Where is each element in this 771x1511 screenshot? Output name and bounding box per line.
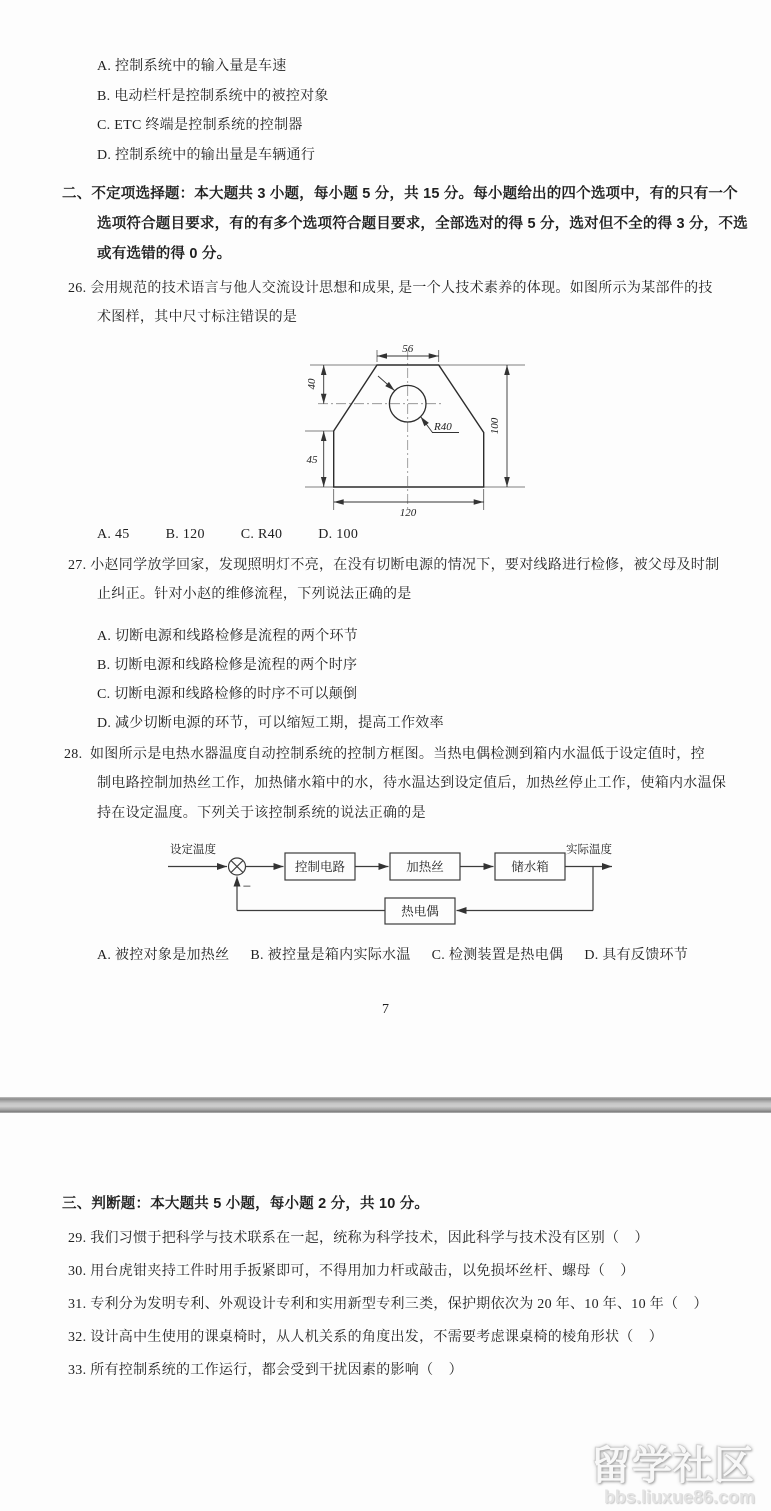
q28-text-line-2: 制电路控制加热丝工作，加热储水箱中的水，待水温达到设定值后，加热丝停止工作，使箱内水温保 (97, 776, 727, 791)
section-3-heading: 三、判断题：本大题共 5 小题，每小题 2 分，共 10 分。 (62, 1196, 430, 1212)
judge-question-31: 31. 专利分为发明专利、外观设计专利和实用新型专利三类，保护期依次为 20 年、10 年、10 年（ ） (68, 1297, 708, 1312)
control-block-diagram (160, 838, 630, 938)
q28-option-b: B. 被控量是箱内实际水温 (250, 948, 411, 963)
setpoint-label: 设定温度 (170, 844, 216, 856)
judge-question-33: 33. 所有控制系统的工作运行，都会受到干扰因素的影响（ ） (68, 1363, 463, 1378)
q28-option-d: D. 具有反馈环节 (584, 948, 689, 963)
watermark-title: 留学社区 (591, 1444, 755, 1488)
q26-option-a: A. 45 (97, 527, 130, 542)
q26-text-line-1: 26. 会用规范的技术语言与他人交流设计思想和成果, 是一个人技术素养的体现。如图所示为某部件的技 (68, 281, 713, 296)
q26-option-d: D. 100 (318, 527, 359, 542)
dim-upper-left-height-label: 40 (306, 378, 318, 390)
controller-box-label: 控制电路 (294, 860, 346, 874)
minus-sign: − (242, 879, 252, 895)
page-divider (0, 1097, 771, 1113)
dim-top-width-label: 56 (402, 343, 414, 355)
technical-drawing (292, 332, 572, 522)
page-number: 7 (382, 1002, 389, 1017)
heater-box-label: 加热丝 (406, 860, 444, 874)
q25-option-d: D. 控制系统中的输出量是车辆通行 (97, 148, 316, 163)
q27-text-line-2: 止纠正。针对小赵的维修流程，下列说法正确的是 (97, 587, 412, 602)
q27-option-a: A. 切断电源和线路检修是流程的两个环节 (97, 629, 359, 644)
dim-lower-left-height-label: 45 (306, 454, 318, 466)
part-outline (334, 365, 484, 487)
q25-option-b: B. 电动栏杆是控制系统中的被控对象 (97, 89, 329, 104)
q28-option-c: C. 检测装置是热电偶 (431, 948, 564, 963)
q27-text-line-1: 27. 小赵同学放学回家，发现照明灯不亮，在没有切断电源的情况下，要对线路进行检修，被父母及时制 (68, 558, 720, 573)
dim-total-height-label: 100 (489, 417, 501, 435)
q27-option-d: D. 减少切断电源的环节，可以缩短工期，提高工作效率 (97, 716, 444, 731)
q25-option-c: C. ETC 终端是控制系统的控制器 (97, 118, 303, 133)
q28-option-a: A. 被控对象是加热丝 (97, 948, 230, 963)
section-2-heading-line-2: 选项符合题目要求，有的有多个选项符合题目要求，全部选对的得 5 分，选对但不全的得 3 分，不选 (97, 216, 748, 232)
judge-question-32: 32. 设计高中生使用的课桌椅时，从人机关系的角度出发，不需要考虑课桌椅的棱角形状（ ） (68, 1330, 664, 1345)
watermark (591, 1434, 755, 1508)
q26-option-b: B. 120 (165, 527, 205, 542)
dim-bottom-width-label: 120 (399, 507, 417, 519)
tank-box-label: 储水箱 (511, 860, 549, 874)
judge-question-29: 29. 我们习惯于把科学与技术联系在一起，统称为科学技术，因此科学与技术没有区别（ ） (68, 1231, 649, 1246)
q27-option-c: C. 切断电源和线路检修的时序不可以颠倒 (97, 687, 358, 702)
section-2-heading-line-1: 二、不定项选择题：本大题共 3 小题，每小题 5 分，共 15 分。每小题给出的四个选项中，有的只有一个 (62, 186, 738, 202)
q28-text-line-3: 持在设定温度。下列关于该控制系统的说法正确的是 (97, 806, 426, 821)
dimension-lines (324, 356, 507, 502)
watermark-url: bbs.liuxue86.com (603, 1487, 755, 1507)
thermocouple-box-label: 热电偶 (401, 904, 439, 919)
q28-options-row (97, 944, 688, 964)
center-lines (318, 350, 444, 512)
q26-options-row (97, 527, 358, 543)
q26-text-line-2: 术图样，其中尺寸标注错误的是 (97, 310, 298, 325)
judge-question-30: 30. 用台虎钳夹持工件时用手扳紧即可，不得用加力杆或敲击，以免损坏丝杆、螺母（ ） (68, 1264, 635, 1279)
section-2-heading-line-3: 或有选错的得 0 分。 (97, 246, 232, 262)
q26-option-c: C. R40 (240, 527, 283, 542)
q28-text-line-1: 28. 如图所示是电热水器温度自动控制系统的控制方框图。当热电偶检测到箱内水温低于设定值时，控 (64, 747, 705, 762)
actual-temp-label: 实际温度 (566, 844, 612, 856)
q25-option-a: A. 控制系统中的输入量是车速 (97, 59, 287, 74)
dim-radius-label: R40 (434, 421, 452, 433)
q27-option-b: B. 切断电源和线路检修是流程的两个时序 (97, 658, 358, 673)
